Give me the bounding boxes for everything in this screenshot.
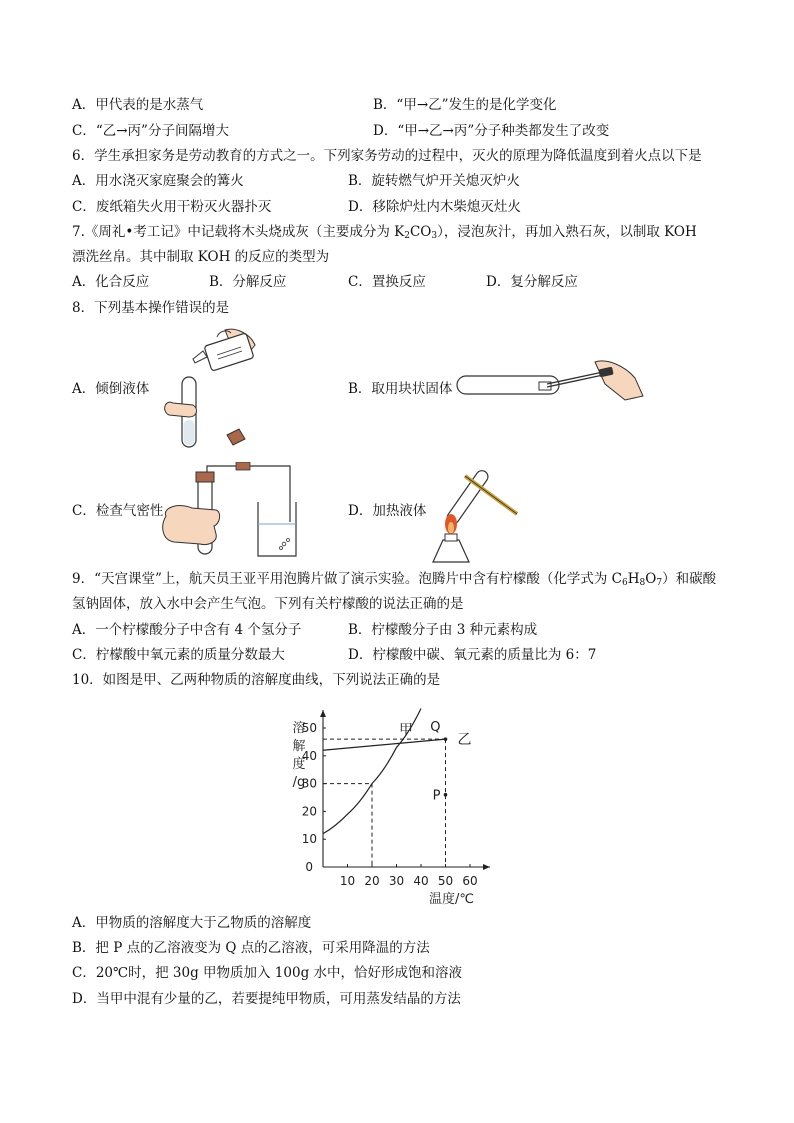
q6-stem: 6．学生承担家务是劳动教育的方式之一。下列家务劳动的过程中，灭火的原理为降低温度到着火点以下是 — [72, 148, 702, 164]
q8-option-b: B．取用块状固体 — [348, 381, 453, 397]
q9-option-a: A．一个柠檬酸分子中含有 4 个氢分子 — [72, 622, 302, 638]
series-label: 甲 — [399, 722, 413, 739]
point-p — [444, 793, 448, 797]
x-tick-label: 10 — [339, 874, 356, 888]
q9-stem-line1: 9．“天宫课堂”上，航天员王亚平用泡腾片做了演示实验。泡腾片中含有柠檬酸（化学式为 $C_6H_8O_7$）和碳酸 — [72, 571, 717, 588]
series-label: 乙 — [457, 732, 472, 749]
y-axis-label-char: 解 — [292, 738, 306, 754]
q7-stem-line1: 7.《周礼•考工记》中记载将木头烧成灰（主要成分为 $K_2CO_3$），浸泡灰汁，再加入熟石灰，以制取 KOH — [72, 224, 697, 241]
x-tick-label: 30 — [388, 874, 405, 888]
q5-option-a: A．甲代表的是水蒸气 — [72, 97, 204, 113]
point-label: P — [432, 788, 441, 804]
heat-liquid-illustration — [425, 458, 525, 568]
q6-option-c: C．废纸箱失火用干粉灭火器扑灭 — [72, 199, 272, 215]
q10-option-c: C．20℃时，把 30g 甲物质加入 100g 水中，恰好形成饱和溶液 — [72, 965, 463, 981]
x-tick-label: 40 — [413, 874, 429, 888]
y-tick-label: 30 — [301, 776, 317, 791]
q7-option-a: A．化合反应 — [72, 274, 150, 290]
point-label: Q — [430, 720, 441, 736]
q7-option-b: B．分解反应 — [209, 274, 287, 290]
q9-option-c: C．柠檬酸中氧元素的质量分数最大 — [72, 647, 285, 663]
q6-option-a: A．用水浇灭家庭聚会的篝火 — [72, 173, 244, 189]
y-axis-arrow — [320, 710, 326, 717]
origin-label: 0 — [305, 860, 313, 874]
y-axis-label-char: 溶 — [292, 720, 306, 736]
series-line-yi — [323, 739, 446, 750]
q5-option-c: C．“乙→丙”分子间隔增大 — [72, 123, 229, 139]
q8-option-d: D．加热液体 — [348, 503, 427, 519]
q10-option-a: A．甲物质的溶解度大于乙物质的溶解度 — [72, 915, 312, 931]
y-tick-label: 20 — [301, 804, 317, 819]
y-tick-label: 10 — [301, 832, 317, 847]
q8-option-a: A．倾倒液体 — [72, 381, 150, 397]
q10-option-b: B．把 P 点的乙溶液变为 Q 点的乙溶液，可采用降温的方法 — [72, 940, 430, 956]
x-tick-label: 20 — [364, 874, 380, 888]
pour-liquid-illustration — [155, 325, 265, 455]
q5-option-b: B．“甲→乙”发生的是化学变化 — [373, 97, 557, 113]
y-axis-label-unit: /g — [292, 774, 306, 790]
point-q — [444, 737, 448, 741]
y-axis-label-char: 度 — [292, 756, 306, 772]
q7-option-d: D．复分解反应 — [486, 274, 578, 290]
q10-stem: 10．如图是甲、乙两种物质的溶解度曲线，下列说法正确的是 — [72, 672, 441, 688]
q7-option-c: C．置换反应 — [348, 274, 426, 290]
y-tick-label: 50 — [301, 721, 317, 735]
airtightness-illustration — [160, 462, 300, 562]
y-tick-label: 40 — [301, 748, 317, 763]
q9-stem-line2: 氢钠固体，放入水中会产生气泡。下列有关柠檬酸的说法正确的是 — [72, 596, 464, 612]
q5-option-d: D．“甲→乙→丙”分子种类都发生了改变 — [373, 123, 610, 139]
x-tick-label: 60 — [462, 874, 478, 888]
q7-stem-line2: 漂洗丝帛。其中制取 KOH 的反应的类型为 — [72, 249, 330, 265]
x-axis-label: 温度/℃ — [429, 892, 474, 907]
q8-option-c: C．检查气密性 — [72, 503, 164, 519]
solubility-chart — [285, 695, 505, 907]
x-tick-label: 50 — [437, 874, 454, 888]
q10-option-d: D．当甲中混有少量的乙，若要提纯甲物质，可用蒸发结晶的方法 — [72, 991, 461, 1007]
q9-option-b: B．柠檬酸分子由 3 种元素构成 — [348, 622, 538, 638]
q8-stem: 8．下列基本操作错误的是 — [72, 300, 230, 316]
q9-option-d: D．柠檬酸中碳、氧元素的质量比为 6：7 — [348, 647, 597, 663]
q6-option-b: B．旋转燃气炉开关熄灭炉火 — [348, 173, 520, 189]
q6-option-d: D．移除炉灶内木柴熄灭灶火 — [348, 199, 521, 215]
x-axis-arrow — [483, 864, 490, 870]
block-solid-illustration — [455, 360, 645, 420]
